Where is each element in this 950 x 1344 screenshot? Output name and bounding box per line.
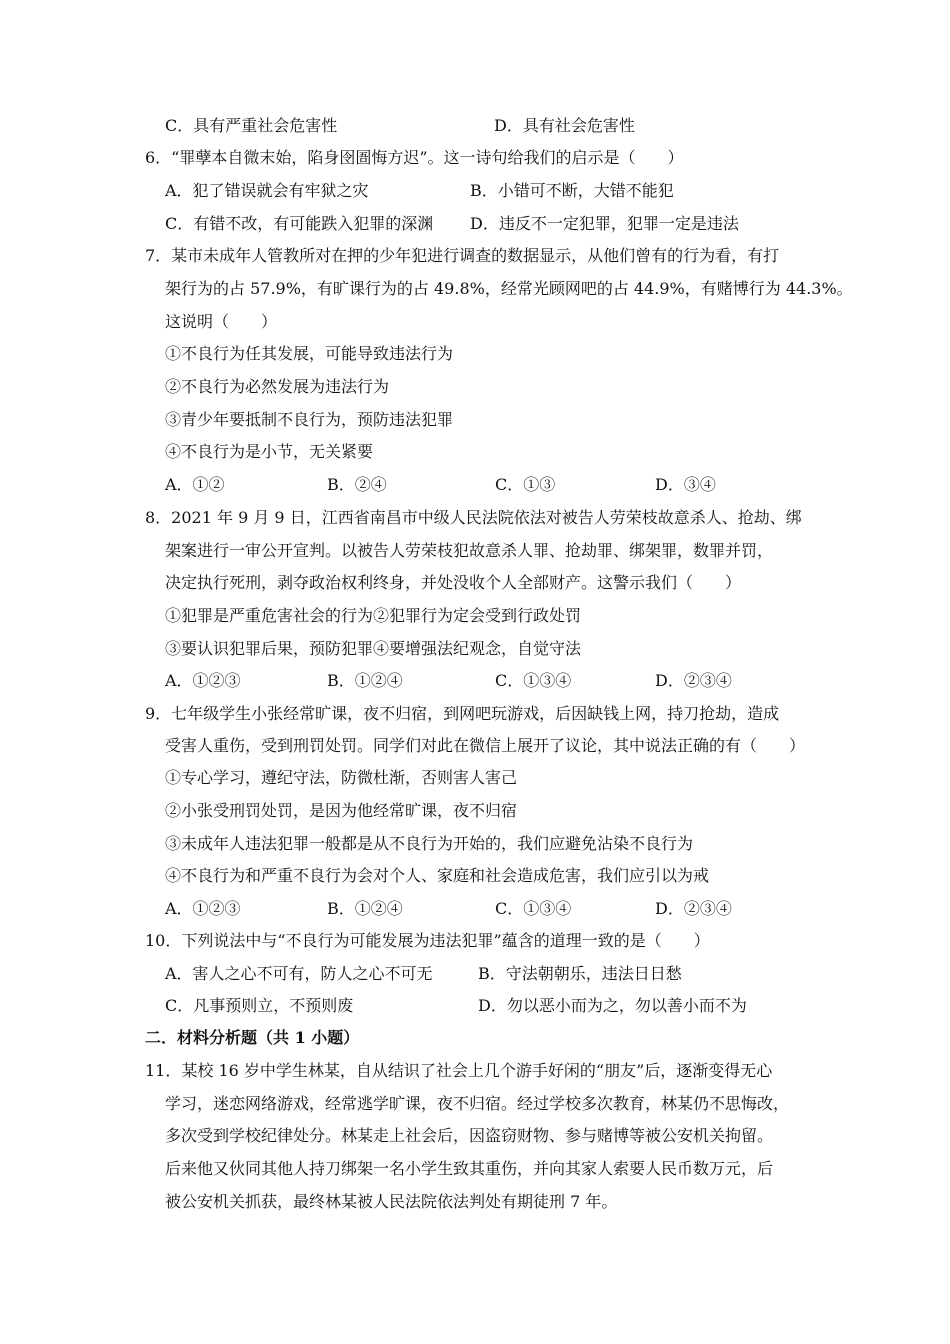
q6-option-b: B．小错可不断，大错不能犯 bbox=[470, 181, 674, 200]
q7-option-c: C．①③ bbox=[495, 475, 556, 494]
q5-option-c: C．具有严重社会危害性 bbox=[165, 116, 338, 135]
q10-option-c: C．凡事预则立，不预则废 bbox=[165, 996, 354, 1015]
q6-option-c: C．有错不改，有可能跌入犯罪的深渊 bbox=[165, 214, 434, 233]
q6-option-d: D．违反不一定犯罪，犯罪一定是违法 bbox=[470, 214, 739, 233]
q9-option-b: B．①②④ bbox=[327, 899, 403, 918]
q7-option-b: B．②④ bbox=[327, 475, 387, 494]
q8-option-a: A．①②③ bbox=[165, 671, 241, 690]
q5-option-d: D．具有社会危害性 bbox=[494, 116, 635, 135]
q7-option-a: A．①② bbox=[165, 475, 225, 494]
q10-option-b: B．守法朝朝乐，违法日日愁 bbox=[478, 964, 682, 983]
q9-option-c: C．①③④ bbox=[495, 899, 572, 918]
q9-option-d: D．②③④ bbox=[655, 899, 732, 918]
q8-option-b: B．①②④ bbox=[327, 671, 403, 690]
q10-option-d: D．勿以恶小而为之，勿以善小而不为 bbox=[478, 996, 747, 1015]
exam-page: C．具有严重社会危害性 D．具有社会危害性 6．“罪孽本自微末始，陷身囹圄悔方迟”。这一诗句给我们的启示是（ ） A．犯了错误就会有牢狱之灾 B．小错可不断，大错不能犯 C．有错不改，有可能跌入犯罪的深渊 D．违反不一定犯罪，犯罪一定是违法 7．某市未成年人管教所对在押的少年犯进行调查的数据显示，从他们曾有的行为看，有打 架行为的占 57.9%，有旷课行为的占 49.8%，经常光顾网吧的占 44.9%，有赌博行为 44.3%。 这说明（ ） ①不良行为任其发展，可能导致违法行为 ②不良行为必然发展为违法行为 ③青少年要抵制不良行为，预防违法犯罪 ④不良行为是小节，无关紧要 A．①② B．②④ C．①③ D．③④ 8．2021 年 9 月 9 日，江西省南昌市中级人民法院依法对被告人劳荣枝故意杀人、抢劫、绑 架案进行一审公开宣判。以被告人劳荣枝犯故意杀人罪、抢劫罪、绑架罪，数罪并罚， 决定执行死刑，剥夺政治权利终身，并处没收个人全部财产。这警示我们（ ） ①犯罪是严重危害社会的行为②犯罪行为定会受到行政处罚 ③要认识犯罪后果，预防犯罪④要增强法纪观念，自觉守法 A．①②③ B．①②④ C．①③④ D．②③④ 9．七年级学生小张经常旷课，夜不归宿，到网吧玩游戏，后因缺钱上网，持刀抢劫，造成 受害人重伤，受到刑罚处罚。同学们对此在微信上展开了议论，其中说法正确的有（ ） ①专心学习，遵纪守法，防微杜渐，否则害人害己 ②小张受刑罚处罚，是因为他经常旷课，夜不归宿 ③未成年人违法犯罪一般都是从不良行为开始的，我们应避免沾染不良行为 ④不良行为和严重不良行为会对个人、家庭和社会造成危害，我们应引以为戒 A．①②③ B．①②④ C．①③④ D．②③④ 10．下列说法中与“不良行为可能发展为违法犯罪”蕴含的道理一致的是（ ） A．害人之心不可有，防人之心不可无 B．守法朝朝乐，违法日日愁 C．凡事预则立，不预则废 D．勿以恶小而为之，勿以善小而不为 二．材料分析题（共 1 小题） 11．某校 16 岁中学生林某，自从结识了社会上几个游手好闲的“朋友”后，逐渐变得无心 学习，迷恋网络游戏，经常逃学旷课，夜不归宿。经过学校多次教育，林某仍不思悔改， 多次受到学校纪律处分。林某走上社会后，因盗窃财物、参与赌博等被公安机关拘留。 后来他又伙同其他人持刀绑架一名小学生致其重伤，并向其家人索要人民币数万元，后 被公安机关抓获，最终林某被人民法院依法判处有期徒刑 7 年。 bbox=[145, 116, 853, 1211]
q7-option-d: D．③④ bbox=[655, 475, 716, 494]
q9-option-a: A．①②③ bbox=[165, 899, 241, 918]
q8-option-d: D．②③④ bbox=[655, 671, 732, 690]
q10-option-a: A．害人之心不可有，防人之心不可无 bbox=[165, 964, 433, 983]
q6-option-a: A．犯了错误就会有牢狱之灾 bbox=[165, 181, 369, 200]
q8-option-c: C．①③④ bbox=[495, 671, 572, 690]
